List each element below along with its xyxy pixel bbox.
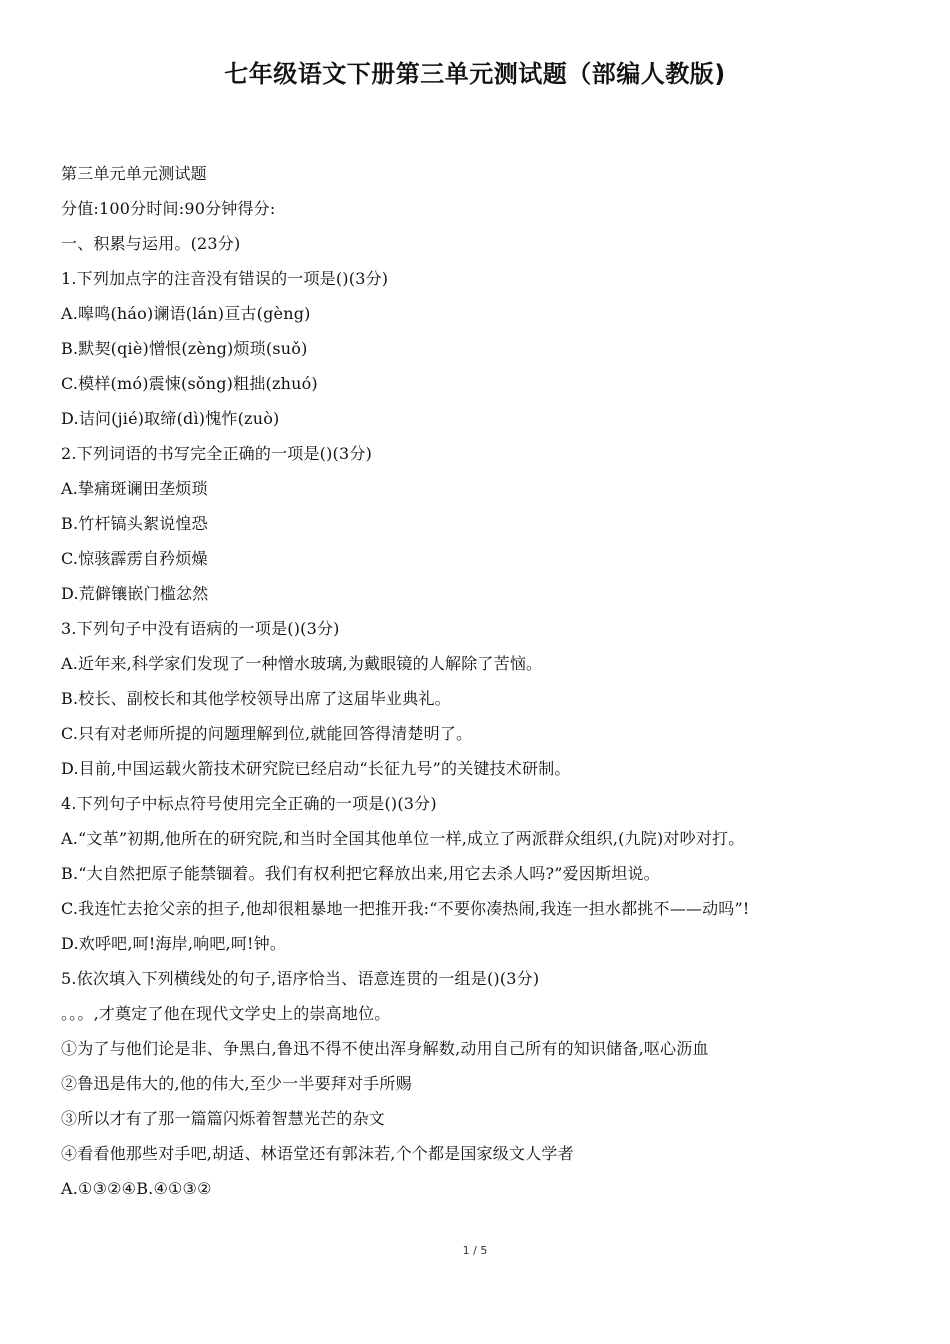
part-one-heading: 一、积累与运用。(23分) xyxy=(61,234,241,253)
q2-option-a: A.挚痛斑谰田垄烦琐 xyxy=(61,479,208,498)
q4-option-b: B.“大自然把原子能禁锢着。我们有权利把它释放出来,用它去杀人吗?”爱因斯坦说。 xyxy=(61,864,660,883)
q1-option-d: D.诘问(jié)取缔(dì)愧怍(zuò) xyxy=(61,409,280,428)
q1-option-a: A.嗥鸣(háo)谰语(lán)亘古(gèng) xyxy=(61,304,311,323)
q2-option-d: D.荒僻镶嵌门槛忿然 xyxy=(61,584,209,603)
q4-option-d: D.欢呼吧,呵!海岸,响吧,呵!钟。 xyxy=(61,934,287,953)
page-number: 1 / 5 xyxy=(462,1244,488,1257)
q3-option-c: C.只有对老师所提的问题理解到位,就能回答得清楚明了。 xyxy=(61,724,473,743)
q1-option-c: C.模样(mó)震悚(sǒng)粗拙(zhuó) xyxy=(61,374,318,393)
q1-option-b: B.默契(qiè)憎恨(zèng)烦琐(suǒ) xyxy=(61,339,308,358)
q5-options-ab: A.①③②④B.④①③② xyxy=(61,1179,212,1198)
q4-option-c: C.我连忙去抢父亲的担子,他却很粗暴地一把推开我:“不要你凑热闹,我连一担水都挑不——动吗”! xyxy=(61,899,750,918)
q3-option-a: A.近年来,科学家们发现了一种憎水玻璃,为戴眼镜的人解除了苦恼。 xyxy=(61,654,543,673)
score-info-line: 分值:100分时间:90分钟得分: xyxy=(61,199,276,218)
question-2: 2.下列词语的书写完全正确的一项是()(3分) xyxy=(61,444,373,463)
document-title: 七年级语文下册第三单元测试题（部编人教版) xyxy=(224,60,726,88)
document-body xyxy=(61,156,901,1206)
question-3: 3.下列句子中没有语病的一项是()(3分) xyxy=(61,619,340,638)
q3-option-b: B.校长、副校长和其他学校领导出席了这届毕业典礼。 xyxy=(61,689,451,708)
q5-blank-sentence: 。。。,才奠定了他在现代文学史上的崇高地位。 xyxy=(61,1004,391,1023)
q5-item-1: ①为了与他们论是非、争黑白,鲁迅不得不使出浑身解数,动用自己所有的知识储备,呕心沥血 xyxy=(61,1039,709,1058)
q5-item-3: ③所以才有了那一篇篇闪烁着智慧光芒的杂文 xyxy=(61,1109,386,1128)
q5-item-4: ④看看他那些对手吧,胡适、林语堂还有郭沫若,个个都是国家级文人学者 xyxy=(61,1144,574,1163)
q2-option-c: C.惊骇霹雳自矜烦燥 xyxy=(61,549,208,568)
q2-option-b: B.竹杆镐头絮说惶恐 xyxy=(61,514,208,533)
q5-item-2: ②鲁迅是伟大的,他的伟大,至少一半要拜对手所赐 xyxy=(61,1074,412,1093)
q3-option-d: D.目前,中国运载火箭技术研究院已经启动“长征九号”的关键技术研制。 xyxy=(61,759,571,778)
question-1: 1.下列加点字的注音没有错误的一项是()(3分) xyxy=(61,269,389,288)
section-heading: 第三单元单元测试题 xyxy=(61,164,207,183)
question-4: 4.下列句子中标点符号使用完全正确的一项是()(3分) xyxy=(61,794,437,813)
question-5: 5.依次填入下列横线处的句子,语序恰当、语意连贯的一组是()(3分) xyxy=(61,969,540,988)
q4-option-a: A.“文革”初期,他所在的研究院,和当时全国其他单位一样,成立了两派群众组织,(九院)对吵对打。 xyxy=(61,829,745,848)
